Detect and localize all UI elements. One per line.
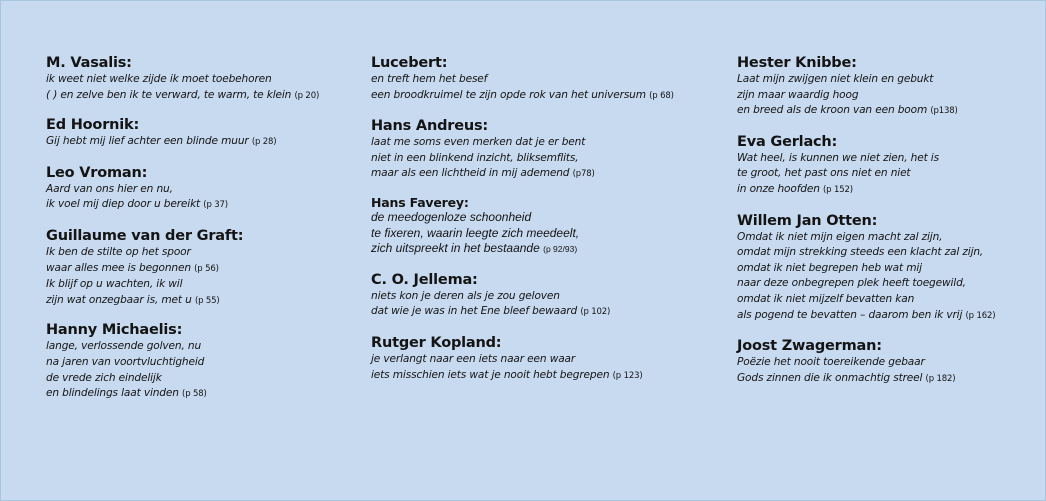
- poem-entry-vroman: [46, 165, 356, 214]
- poem-line: te groot, het past ons niet en niet: [737, 167, 911, 180]
- poet-name: Willem Jan Otten:: [737, 212, 878, 229]
- page-ref: (p 20): [294, 90, 320, 101]
- poem-entry-van-der-graft: [46, 228, 356, 309]
- poem-line-with-ref: [737, 371, 1037, 388]
- poem-line: ik weet niet welke zijde ik moet toebehoren: [46, 73, 272, 85]
- poem-entry-faverey: [371, 195, 721, 258]
- poem-line: en blindelings laat vinden: [46, 387, 179, 400]
- poem-line: Gij hebt mij lief achter een blinde muur: [46, 135, 249, 148]
- poem-lines: [46, 134, 356, 151]
- poem-line: omdat mijn strekking steeds een klacht zal zijn,: [737, 246, 984, 259]
- poem-lines: [371, 352, 721, 384]
- poem-line: Gods zinnen die ik onmachtig streel: [737, 371, 923, 384]
- poem-line: Poëzie het nooit toereikende gebaar: [737, 356, 925, 369]
- poet-name: Leo Vroman:: [46, 164, 148, 181]
- page-ref: (p 56): [194, 263, 219, 274]
- poet-name: C. O. Jellema:: [371, 271, 478, 288]
- poem-line: omdat ik niet begrepen heb wat mij: [737, 261, 922, 274]
- poem-entry-gerlach: [737, 134, 1037, 199]
- poem-line: omdat ik niet mijzelf bevatten kan: [737, 292, 915, 305]
- poet-name: Hans Faverey:: [371, 194, 469, 210]
- poet-name: Ed Hoornik:: [46, 117, 140, 134]
- poem-line-with-ref: [737, 103, 1037, 120]
- poem-line-with-ref: [737, 308, 1037, 325]
- poem-line: waar alles mee is begonnen: [46, 261, 191, 274]
- poem-entry-kopland: [371, 335, 721, 384]
- page-ref: (p 68): [649, 90, 674, 101]
- poem-line-with-ref: [46, 88, 356, 105]
- poem-line: en treft hem het besef: [371, 73, 488, 85]
- poem-line: laat me soms even merken dat je er bent: [371, 136, 586, 149]
- page-ref: (p 55): [194, 295, 220, 306]
- poem-entry-andreus: [371, 118, 721, 183]
- poem-line: de vrede zich eindelijk: [46, 371, 162, 384]
- poem-line: Laat mijn zwijgen niet klein en gebukt: [737, 73, 934, 85]
- poem-line-with-ref: [371, 368, 721, 385]
- poem-lines: [46, 72, 356, 104]
- poem-line: dat wie je was in het Ene bleef bewaard: [371, 305, 578, 318]
- poet-name: Hanny Michaelis:: [46, 322, 183, 339]
- poem-line-with-ref: [737, 182, 1037, 199]
- page-ref: (p 37): [203, 200, 228, 211]
- poem-line: en breed als de kroon van een boom: [737, 104, 928, 117]
- poem-line: lange, verlossende golven, nu: [46, 340, 202, 353]
- poem-line: zich uitspreekt in het bestaande: [371, 241, 540, 256]
- poem-lines: [371, 289, 721, 321]
- poem-line-with-ref: [371, 241, 721, 258]
- poem-line: naar deze onbegrepen plek heeft toegewild,: [737, 277, 966, 290]
- poem-lines: [46, 339, 356, 402]
- poem-line: zijn wat onzegbaar is, met u: [46, 293, 192, 306]
- poet-name: Joost Zwagerman:: [737, 338, 882, 355]
- poet-name: Hans Andreus:: [371, 118, 488, 135]
- poem-line: in onze hoofden: [737, 182, 820, 195]
- poem-lines: [737, 230, 1037, 325]
- poet-name: Lucebert:: [371, 55, 448, 71]
- poem-lines: [737, 355, 1037, 387]
- poem-entry-vasalis: [46, 55, 356, 104]
- poem-entry-knibbe: [737, 55, 1037, 120]
- poem-lines: [46, 182, 356, 214]
- poem-line: iets misschien iets wat je nooit hebt begrepen: [371, 368, 610, 381]
- poem-line-with-ref: [371, 88, 721, 105]
- poet-name: M. Vasalis:: [46, 55, 132, 71]
- poem-line: zijn maar waardig hoog: [737, 88, 859, 101]
- poem-line-with-ref: [46, 197, 356, 214]
- poem-line-with-ref: [371, 304, 721, 321]
- poet-name: Rutger Kopland:: [371, 334, 502, 351]
- page-ref: (p 58): [182, 389, 207, 400]
- poem-entry-lucebert: [371, 55, 721, 104]
- page-ref: (p 152): [823, 184, 853, 195]
- page-ref: (p 92/93): [543, 244, 578, 255]
- poem-line-with-ref: [46, 293, 356, 310]
- page-ref: (p 102): [580, 307, 611, 318]
- poem-line: niets kon je deren als je zou geloven: [371, 289, 560, 302]
- poem-line: maar als een lichtheid in mij ademend: [371, 167, 570, 180]
- poem-line: Ik blijf op u wachten, ik wil: [46, 278, 183, 291]
- poem-lines: [737, 72, 1037, 120]
- poem-line: Ik ben de stilte op het spoor: [46, 245, 191, 258]
- poem-line-with-ref: [46, 134, 356, 151]
- poem-line: ik voel mij diep door u bereikt: [46, 198, 201, 211]
- poem-line: Omdat ik niet mijn eigen macht zal zijn,: [737, 230, 943, 243]
- poem-line-with-ref: [371, 166, 721, 183]
- page-ref: (p 162): [965, 310, 996, 321]
- poem-line: na jaren van voortvluchtigheid: [46, 355, 205, 368]
- poet-name: Hester Knibbe:: [737, 55, 857, 71]
- poem-line: als pogend te bevatten – daarom ben ik vrij: [737, 308, 963, 321]
- poem-line: ( ) en zelve ben ik te verward, te warm, te klein: [46, 88, 292, 101]
- page-ref: (p78): [572, 169, 595, 180]
- poem-lines: [371, 72, 721, 104]
- poem-line: te fixeren, waarin leegte zich meedeelt,: [371, 225, 580, 240]
- poem-lines: [737, 151, 1037, 199]
- poem-line: Aard van ons hier en nu,: [46, 182, 173, 195]
- poem-entry-zwagerman: [737, 338, 1037, 387]
- poem-lines: [371, 135, 721, 183]
- poem-lines: [371, 210, 721, 258]
- poem-line-with-ref: [46, 386, 356, 403]
- page-ref: (p 182): [925, 373, 956, 384]
- poem-line: Wat heel, is kunnen we niet zien, het is: [737, 151, 939, 164]
- poet-name: Eva Gerlach:: [737, 133, 838, 150]
- poem-line: niet in een blinkend inzicht, bliksemflits,: [371, 151, 579, 164]
- column-1: [46, 55, 356, 403]
- page-ref: (p 28): [251, 137, 277, 148]
- page-ref: (p 123): [612, 370, 643, 381]
- poem-entry-michaelis: [46, 322, 356, 402]
- column-2: [371, 55, 721, 384]
- poem-line: een broodkruimel te zijn opde rok van het universum: [371, 88, 646, 101]
- page-ref: (p138): [930, 106, 958, 117]
- poem-entry-otten: [737, 213, 1037, 325]
- poem-line-with-ref: [46, 261, 356, 278]
- poem-entry-hoornik: [46, 117, 356, 151]
- column-3: [737, 55, 1037, 387]
- poem-line: je verlangt naar een iets naar een waar: [371, 352, 576, 365]
- poem-line: de meedogenloze schoonheid: [371, 209, 532, 224]
- poem-lines: [46, 245, 356, 309]
- poem-entry-jellema: [371, 272, 721, 321]
- poet-name: Guillaume van der Graft:: [46, 227, 244, 244]
